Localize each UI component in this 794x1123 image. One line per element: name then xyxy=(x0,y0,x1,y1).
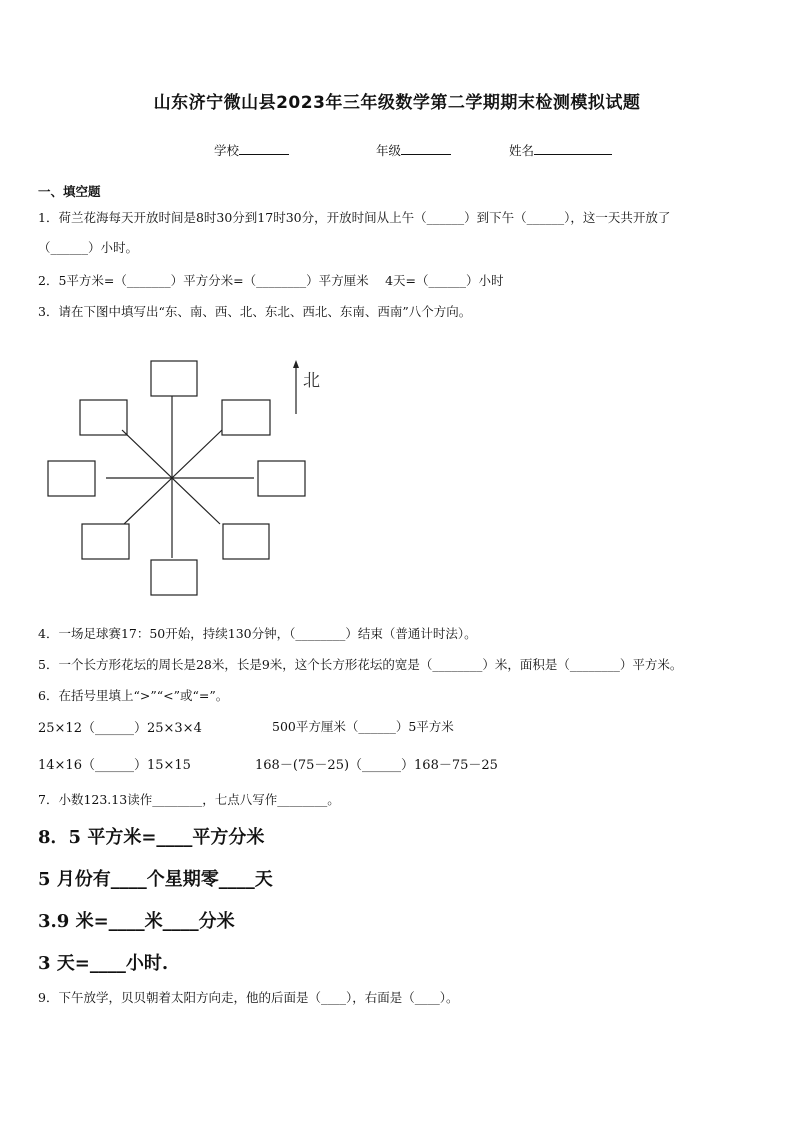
compare-item-d: 168－(75－25)（______）168－75－25 xyxy=(255,758,498,773)
section-heading: 一、填空题 xyxy=(38,184,101,199)
name-field xyxy=(509,141,612,159)
grade-field xyxy=(376,141,451,159)
question-4: 4．一场足球赛17：50开始，持续130分钟，（________）结束（普通计时法）。 xyxy=(38,626,477,641)
box-northeast xyxy=(222,400,270,435)
box-southeast xyxy=(223,524,269,559)
name-blank xyxy=(534,142,612,155)
box-southwest xyxy=(82,524,129,559)
compare-item-a: 25×12（______）25×3×4 xyxy=(38,721,202,736)
box-west xyxy=(48,461,95,496)
north-arrow-head xyxy=(293,360,299,368)
box-south xyxy=(151,560,197,595)
question-8-line-3: 3.9 米=____米____分米 xyxy=(38,911,235,932)
box-northwest xyxy=(80,400,127,435)
question-1-line-1: 1．荷兰花海每天开放时间是8时30分到17时30分，开放时间从上午（______）到下午（______），这一天共开放了 xyxy=(38,210,671,225)
compare-item-c: 14×16（______）15×15 xyxy=(38,758,191,773)
school-field xyxy=(214,141,289,159)
question-1-line-2: （______）小时。 xyxy=(38,240,139,255)
spoke-nw-se xyxy=(122,430,220,524)
name-label: 姓名 xyxy=(509,143,535,158)
question-8-line-4: 3 天=____小时. xyxy=(38,953,169,974)
question-9: 9．下午放学，贝贝朝着太阳方向走，他的后面是（____），右面是（____）。 xyxy=(38,990,459,1005)
school-blank xyxy=(239,142,289,155)
compare-item-b: 500平方厘米（______）5平方米 xyxy=(272,719,454,734)
page-title: 山东济宁微山县2023年三年级数学第二学期期末检测模拟试题 xyxy=(153,93,641,113)
box-east xyxy=(258,461,305,496)
grade-label: 年级 xyxy=(376,143,402,158)
box-north xyxy=(151,361,197,396)
north-label: 北 xyxy=(303,371,320,391)
direction-diagram xyxy=(40,350,340,600)
question-7: 7．小数123.13读作________，七点八写作________。 xyxy=(38,792,340,807)
question-5: 5．一个长方形花坛的周长是28米，长是9米，这个长方形花坛的宽是（________）米，面积是（________）平方米。 xyxy=(38,657,683,672)
school-label: 学校 xyxy=(214,143,240,158)
question-3: 3．请在下图中填写出“东、南、西、北、东北、西北、东南、西南”八个方向。 xyxy=(38,304,472,319)
spoke-ne-sw xyxy=(124,430,222,524)
question-6: 6．在括号里填上“>”“<”或“=”。 xyxy=(38,688,229,703)
question-2: 2．5平方米=（_______）平方分米=（________）平方厘米 4天=（______）小时 xyxy=(38,273,504,288)
question-8-line-2: 5 月份有____个星期零____天 xyxy=(38,869,273,890)
grade-blank xyxy=(401,142,451,155)
question-8-line-1: 8．5 平方米=____平方分米 xyxy=(38,827,265,848)
